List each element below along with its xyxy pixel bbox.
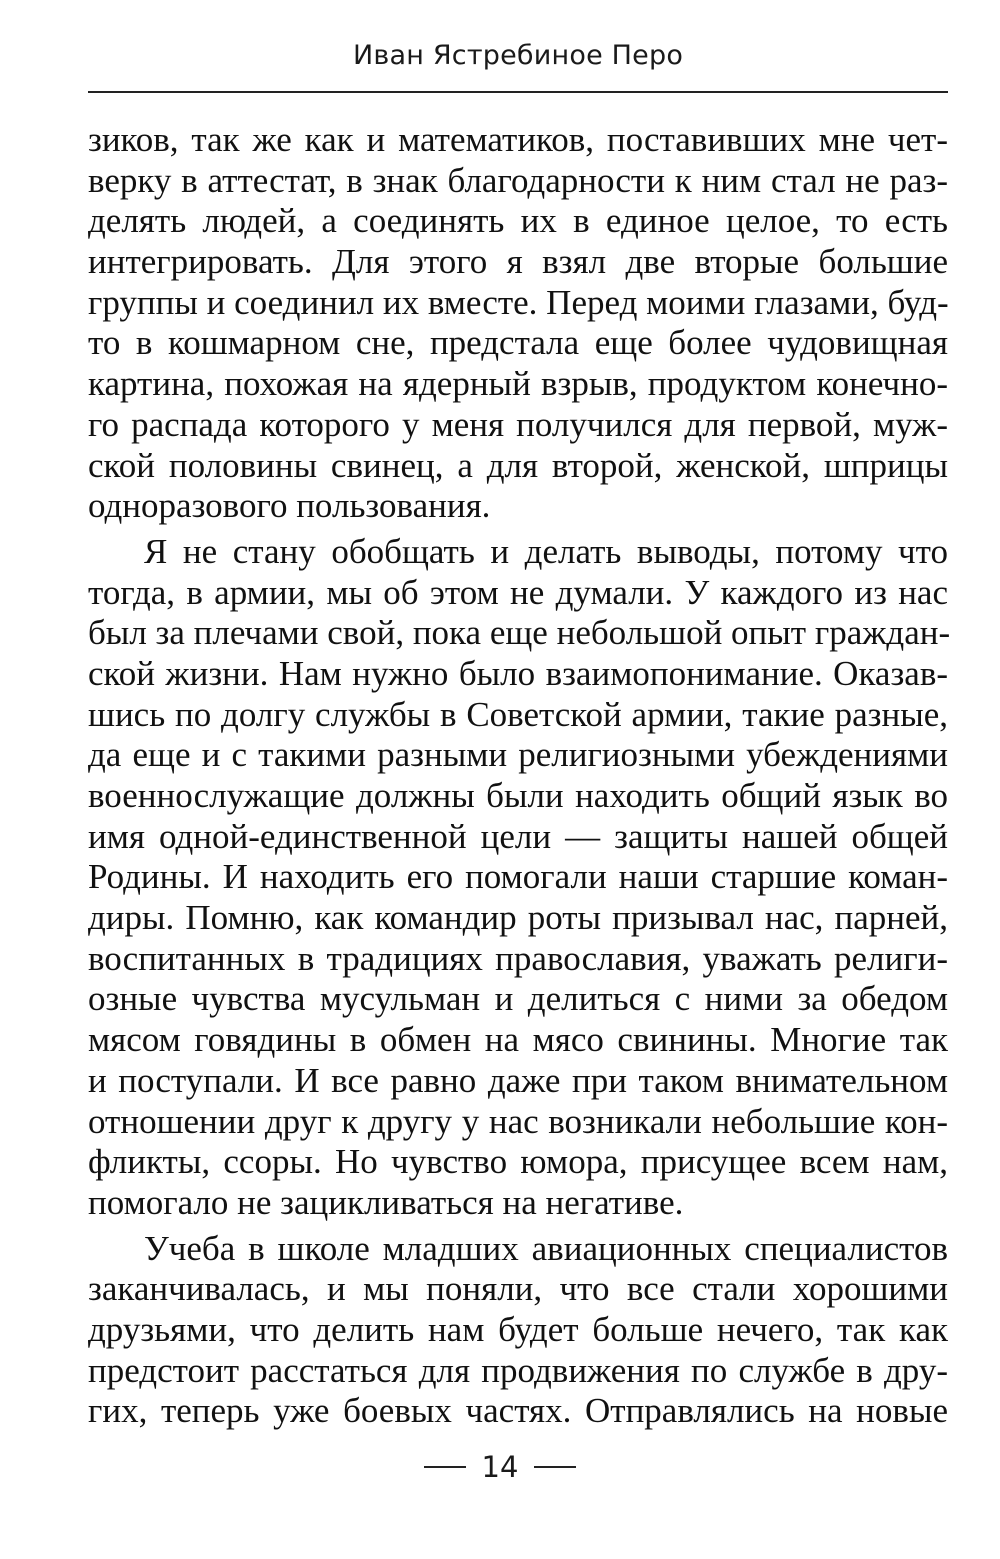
text-line: ской жизни. Нам нужно было взаимопонимание. Оказав- xyxy=(88,653,948,693)
text-line: картина, похожая на ядерный взрыв, продуктом конечно- xyxy=(88,364,948,404)
text-line: верку в аттестат, в знак благодарности к ним стал не раз- xyxy=(88,160,948,200)
text-line: отношении друг к другу у нас возникали небольшие кон- xyxy=(88,1101,948,1141)
text-line: был за плечами свой, пока еще небольшой опыт граждан- xyxy=(88,613,951,653)
text-line: фликты, ссоры. Но чувство юмора, присущее всем нам, xyxy=(88,1142,948,1182)
text-line: да еще и с такими разными религиозными убеждениями xyxy=(88,735,948,775)
text-line: группы и соединил их вместе. Перед моими глазами, буд- xyxy=(88,282,949,322)
text-line: гих, теперь уже боевых частях. Отправлялись на новые xyxy=(88,1391,948,1431)
text-line: заканчивалась, и мы поняли, что все стали хорошими xyxy=(88,1269,948,1309)
text-line: имя одной-единственной цели — защиты нашей общей xyxy=(88,816,948,856)
text-line: Я не стану обобщать и делать выводы, потому что xyxy=(144,531,948,571)
header-rule xyxy=(88,91,948,93)
text-line: интегрировать. Для этого я взял две вторые большие xyxy=(88,242,948,282)
text-line: мясом говядины в обмен на мясо свинины. Многие так xyxy=(88,1020,948,1060)
text-line: го распада которого у меня получился для первой, муж- xyxy=(88,404,948,444)
body-text xyxy=(88,120,951,1432)
text-line: делять людей, а соединять их в единое целое, то есть xyxy=(88,201,948,241)
paragraph xyxy=(88,531,951,1224)
text-line: одноразового пользования. xyxy=(88,486,491,526)
footer-dash-right xyxy=(534,1466,576,1468)
text-line: Учеба в школе младших авиационных специалистов xyxy=(144,1228,948,1268)
paragraph xyxy=(88,1229,948,1432)
running-head-title: Иван Ястребиное Перо xyxy=(352,40,684,71)
text-line: военнослужащие должны были находить общий язык во xyxy=(88,776,948,815)
text-line: ской половины свинец, а для второй, женской, шприцы xyxy=(88,445,948,485)
footer-dash-left xyxy=(424,1466,466,1468)
text-line: воспитанных в традициях православия, уважать религи- xyxy=(88,938,948,978)
text-line: и поступали. И все равно даже при таком внимательном xyxy=(88,1060,948,1100)
text-line: помогало не зацикливаться на негативе. xyxy=(88,1182,684,1222)
text-line: Родины. И находить его помогали наши старшие коман- xyxy=(88,857,948,897)
page-number: 14 xyxy=(481,1450,519,1484)
text-line: то в кошмарном сне, предстала еще более чудовищная xyxy=(88,323,948,363)
text-line: тогда, в армии, мы об этом не думали. У каждого из нас xyxy=(88,572,948,612)
text-line: друзьями, что делить нам будет больше нечего, так как xyxy=(88,1309,948,1349)
text-line: диры. Помню, как командир роты призывал нас, парней, xyxy=(88,898,948,938)
paragraph xyxy=(88,120,948,527)
text-line: предстоит расстаться для продвижения по службе в дру- xyxy=(88,1350,948,1390)
text-line: шись по долгу службы в Советской армии, такие разные, xyxy=(88,694,948,734)
text-line: зиков, так же как и математиков, поставивших мне чет- xyxy=(88,120,948,159)
text-line: озные чувства мусульман и делиться с ними за обедом xyxy=(88,979,948,1019)
page-footer xyxy=(0,1450,1000,1484)
